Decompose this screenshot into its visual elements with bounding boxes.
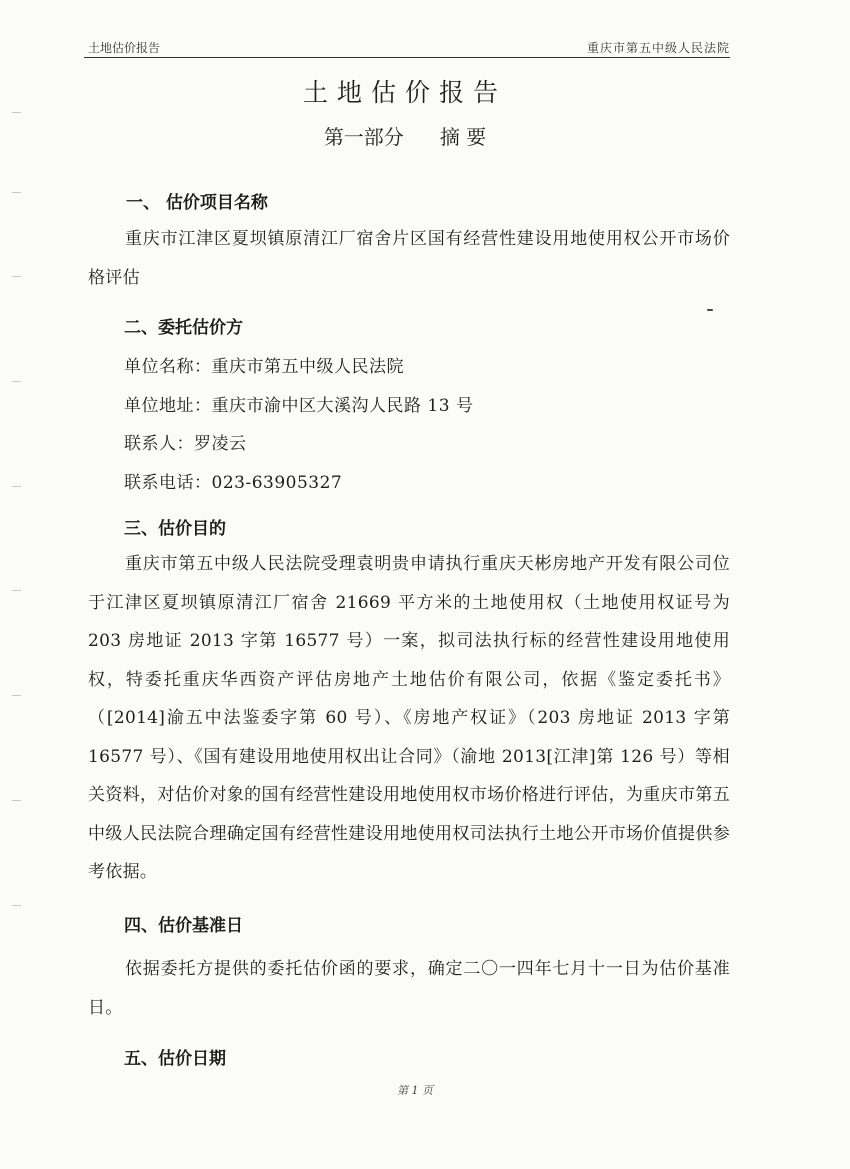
subtitle-name: 摘 要 <box>439 125 487 149</box>
scan-margin-mark <box>12 192 21 193</box>
section-heading-4: 四、估价基准日 <box>124 916 243 936</box>
client-unit-name: 单位名称：重庆市第五中级人民法院 <box>124 357 404 377</box>
section-heading-3: 三、估价目的 <box>124 519 226 539</box>
scan-margin-mark <box>12 486 21 487</box>
scan-margin-mark <box>12 590 21 591</box>
page-number: 第 1 页 <box>397 1084 433 1097</box>
scan-margin-mark <box>12 695 21 696</box>
scan-speck <box>707 309 713 311</box>
section-1-text: 重庆市江津区夏坝镇原清江厂宿舍片区国有经营性建设用地使用权公开市场价格评估 <box>88 229 730 288</box>
client-unit-address: 单位地址：重庆市渝中区大溪沟人民路 13 号 <box>124 396 474 416</box>
section-3-text: 重庆市第五中级人民法院受理袁明贵申请执行重庆天彬房地产开发有限公司位于江津区夏坝镇原清江厂宿舍 21669 平方米的土地使用权（土地使用权证号为 203 房地证 2013 字第 16577 号）一案，拟司法执行标的经营性建设用地使用权，特委托重庆华西资产评估房地产土地估价有限公司，依据《鉴定委托书》（[2014]渝五中法鉴委字第 60 号）、《房地产权证》（203 房地证 2013 字第 16577 号）、《国有建设用地使用权出让合同》（渝地 2013[江津]第 126 号）等相关资料，对估价对象的国有经营性建设用地使用权市场价格进行评估，为重庆市第五中级人民法院合理确定国有经营性建设用地使用权司法执行土地公开市场价值提供参考依据。 <box>88 554 730 882</box>
section-4-text: 依据委托方提供的委托估价函的要求，确定二〇一四年七月十一日为估价基准日。 <box>88 959 730 1018</box>
scan-margin-mark <box>12 800 21 801</box>
document-subtitle <box>0 121 810 150</box>
scan-margin-mark <box>12 276 21 277</box>
subtitle-part: 第一部分 <box>323 125 404 149</box>
header-right: 重庆市第五中级人民法院 <box>586 41 730 55</box>
section-heading-2: 二、委托估价方 <box>124 318 243 338</box>
client-phone: 联系电话：023-63905327 <box>124 473 343 493</box>
section-heading-1: 一、 估价项目名称 <box>126 193 268 213</box>
section-heading-5: 五、估价日期 <box>124 1049 226 1069</box>
header-left: 土地估价报告 <box>88 41 161 55</box>
scan-margin-mark <box>12 112 21 113</box>
document-title: 土地估价报告 <box>302 78 507 107</box>
header-rule <box>84 57 730 58</box>
scan-margin-mark <box>12 905 21 906</box>
client-contact: 联系人：罗凌云 <box>124 434 247 454</box>
scan-margin-mark <box>12 381 21 382</box>
